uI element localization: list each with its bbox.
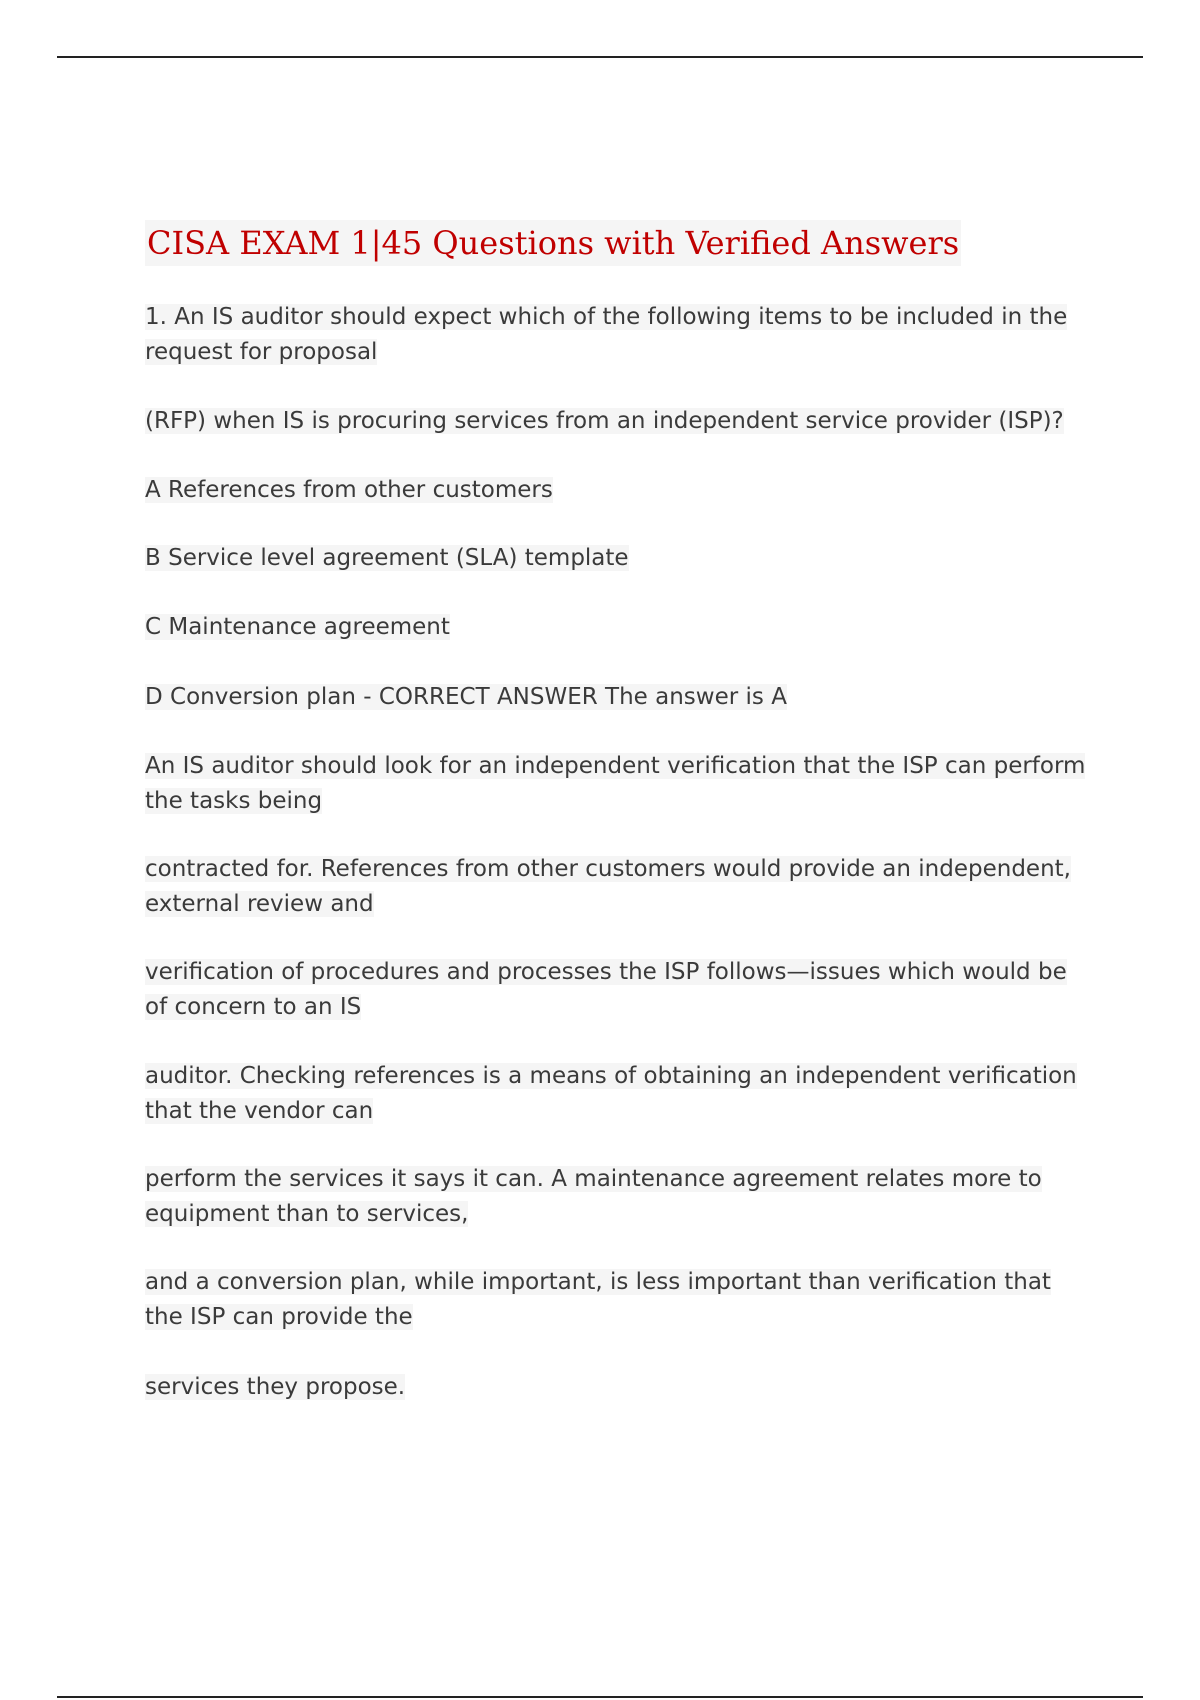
explanation-paragraph-7 xyxy=(145,1370,405,1405)
option-d-answer xyxy=(145,680,787,715)
explanation-paragraph-5 xyxy=(145,1162,1042,1232)
top-rule xyxy=(57,56,1143,58)
explanation-5-line-1: perform the services it says it can. A maintenance agreement relates more to xyxy=(145,1166,1042,1192)
explanation-7-line-1: services they propose. xyxy=(145,1374,406,1400)
explanation-paragraph-4 xyxy=(145,1059,1077,1129)
explanation-4-line-2: that the vendor can xyxy=(145,1098,374,1124)
option-c-text: C Maintenance agreement xyxy=(145,614,450,640)
explanation-6-line-1: and a conversion plan, while important, is less important than verification that xyxy=(145,1269,1051,1295)
option-d-text: D Conversion plan - CORRECT ANSWER The answer is A xyxy=(145,684,787,710)
option-a xyxy=(145,473,553,508)
option-b-text: B Service level agreement (SLA) template xyxy=(145,545,629,571)
question-1-line-2: request for proposal xyxy=(145,339,378,365)
explanation-paragraph-3 xyxy=(145,955,1067,1025)
explanation-1-line-2: the tasks being xyxy=(145,788,323,814)
explanation-4-line-1: auditor. Checking references is a means of obtaining an independent verification xyxy=(145,1063,1077,1089)
explanation-paragraph-2 xyxy=(145,852,1071,922)
option-b xyxy=(145,541,629,576)
explanation-2-line-2: external review and xyxy=(145,891,374,917)
explanation-paragraph-1 xyxy=(145,749,1085,819)
question-1-line-3: (RFP) when IS is procuring services from an independent service provider (ISP)? xyxy=(145,408,1064,434)
bottom-rule xyxy=(57,1696,1143,1698)
explanation-3-line-2: of concern to an IS xyxy=(145,994,362,1020)
option-c xyxy=(145,610,450,645)
explanation-6-line-2: the ISP can provide the xyxy=(145,1304,413,1330)
explanation-5-line-2: equipment than to services, xyxy=(145,1201,469,1227)
explanation-paragraph-6 xyxy=(145,1265,1051,1335)
page-title: CISA EXAM 1|45 Questions with Verified Answers xyxy=(145,220,961,266)
explanation-2-line-1: contracted for. References from other customers would provide an independent, xyxy=(145,856,1071,882)
explanation-3-line-1: verification of procedures and processes the ISP follows—issues which would be xyxy=(145,959,1067,985)
question-1-text xyxy=(145,300,1067,370)
option-a-text: A References from other customers xyxy=(145,477,553,503)
question-1-line-1: 1. An IS auditor should expect which of the following items to be included in the xyxy=(145,304,1068,330)
explanation-1-line-1: An IS auditor should look for an independent verification that the ISP can perform xyxy=(145,753,1086,779)
question-1-continuation xyxy=(145,404,1064,439)
